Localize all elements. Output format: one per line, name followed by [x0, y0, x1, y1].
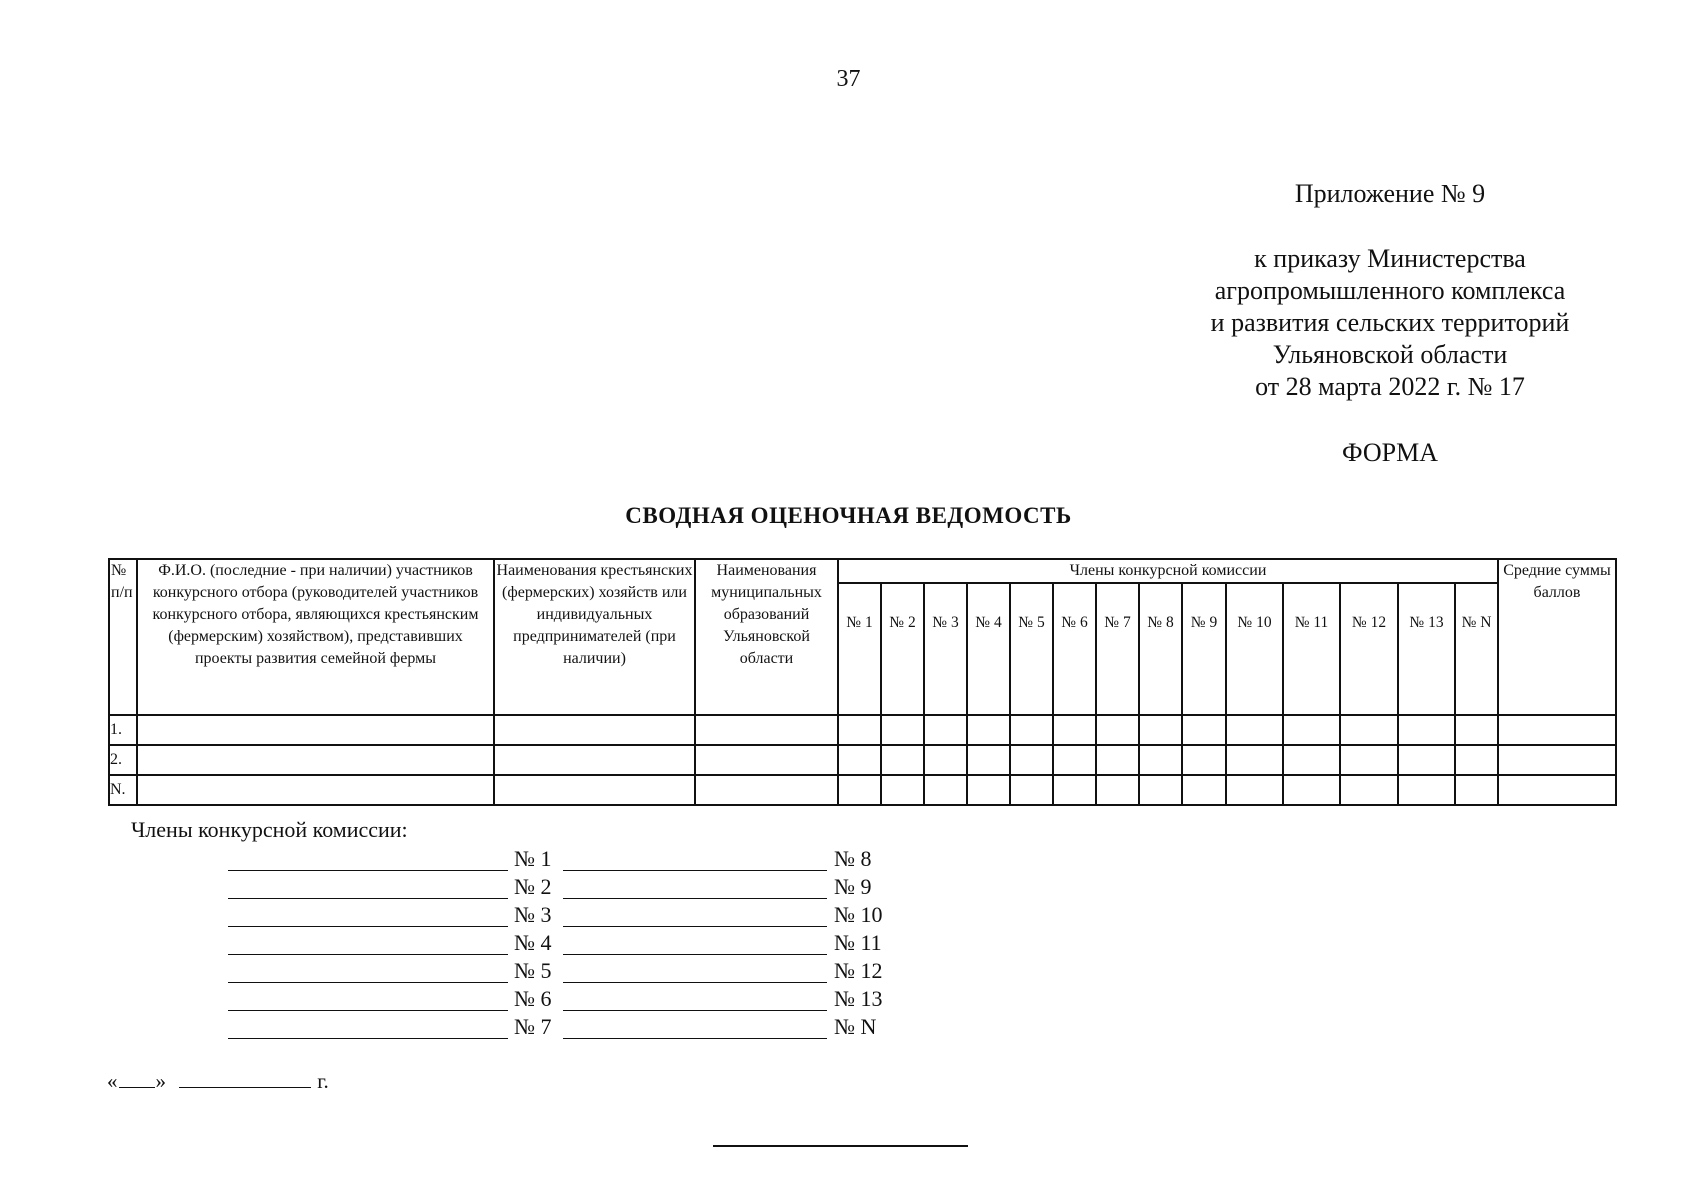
member-column-header: № 7: [1096, 583, 1139, 715]
row-number-cell: 2.: [109, 745, 137, 775]
empty-cell: [1340, 745, 1398, 775]
closing-rule: [713, 1145, 968, 1147]
empty-cell: [695, 775, 838, 805]
signature-line[interactable]: [563, 898, 827, 899]
member-column-header: № 4: [967, 583, 1010, 715]
signature-line[interactable]: [563, 1038, 827, 1039]
empty-cell: [1340, 775, 1398, 805]
signature-number: № 4: [514, 930, 552, 955]
member-column-header: № 3: [924, 583, 967, 715]
appendix-reference: [1180, 243, 1600, 403]
signature-line[interactable]: [563, 870, 827, 871]
signature-number: № 13: [834, 986, 883, 1011]
empty-cell: [1398, 745, 1455, 775]
member-column-header: № 12: [1340, 583, 1398, 715]
table-row: [109, 715, 1616, 745]
empty-cell: [1455, 745, 1498, 775]
date-line: [107, 1069, 329, 1094]
empty-cell: [494, 715, 695, 745]
header-participant-name: Ф.И.О. (последние - при наличии) участников конкурсного отбора (руководителей участников конкурсного отбора, являющихся крестьянским (фермерским) хозяйством), представивших проекты развития семейной фермы: [137, 559, 494, 715]
empty-cell: [924, 775, 967, 805]
month-blank[interactable]: [179, 1087, 311, 1088]
empty-cell: [1182, 745, 1226, 775]
empty-cell: [1053, 715, 1096, 745]
appendix-line: и развития сельских территорий: [1210, 308, 1570, 337]
signature-line[interactable]: [563, 926, 827, 927]
signature-line[interactable]: [228, 954, 508, 955]
empty-cell: [1010, 745, 1053, 775]
empty-cell: [1139, 745, 1182, 775]
signature-number: № 9: [834, 874, 872, 899]
day-blank[interactable]: [119, 1087, 155, 1088]
empty-cell: [137, 715, 494, 745]
empty-cell: [924, 715, 967, 745]
document-title: СВОДНАЯ ОЦЕНОЧНАЯ ВЕДОМОСТЬ: [625, 503, 1072, 528]
empty-cell: [1498, 715, 1616, 745]
empty-cell: [838, 745, 881, 775]
empty-cell: [1498, 775, 1616, 805]
appendix-line: к приказу Министерства: [1254, 244, 1526, 273]
appendix-line: Ульяновской области: [1272, 340, 1508, 369]
empty-cell: [1226, 745, 1283, 775]
signature-number: № 7: [514, 1014, 552, 1039]
signature-line[interactable]: [228, 1038, 508, 1039]
signature-line[interactable]: [563, 982, 827, 983]
appendix-line: от 28 марта 2022 г. № 17: [1255, 372, 1525, 401]
empty-cell: [494, 745, 695, 775]
empty-cell: [1340, 715, 1398, 745]
table-row: [109, 745, 1616, 775]
empty-cell: [1455, 715, 1498, 745]
empty-cell: [1053, 745, 1096, 775]
form-label: ФОРМА: [1342, 438, 1438, 467]
appendix-title: Приложение № 9: [1294, 179, 1486, 208]
header-municipalities: Наименования муниципальных образований Ульяновской области: [695, 559, 838, 715]
member-column-header: № 10: [1226, 583, 1283, 715]
empty-cell: [1283, 715, 1340, 745]
signature-line[interactable]: [228, 926, 508, 927]
header-farm-names: Наименования крестьянских (фермерских) хозяйств или индивидуальных предпринимателей (при наличии): [494, 559, 695, 715]
signature-number: № 12: [834, 958, 883, 983]
member-column-header: № 6: [1053, 583, 1096, 715]
empty-cell: [1182, 715, 1226, 745]
empty-cell: [838, 775, 881, 805]
date-close-quote: »: [155, 1069, 166, 1093]
empty-cell: [881, 715, 924, 745]
signatures-label: Члены конкурсной комиссии:: [131, 817, 408, 842]
empty-cell: [1053, 775, 1096, 805]
empty-cell: [1010, 775, 1053, 805]
table-row: [109, 775, 1616, 805]
signature-line[interactable]: [563, 954, 827, 955]
empty-cell: [1498, 745, 1616, 775]
empty-cell: [1455, 775, 1498, 805]
empty-cell: [1096, 715, 1139, 745]
empty-cell: [1139, 775, 1182, 805]
header-commission-members: Члены конкурсной комиссии: [838, 559, 1498, 583]
signature-number: № N: [834, 1014, 877, 1039]
empty-cell: [1182, 775, 1226, 805]
member-column-header: № 9: [1182, 583, 1226, 715]
empty-cell: [924, 745, 967, 775]
member-column-header: № 11: [1283, 583, 1340, 715]
empty-cell: [1096, 745, 1139, 775]
empty-cell: [1139, 715, 1182, 745]
empty-cell: [1283, 745, 1340, 775]
empty-cell: [881, 745, 924, 775]
empty-cell: [1010, 715, 1053, 745]
empty-cell: [137, 775, 494, 805]
empty-cell: [137, 745, 494, 775]
empty-cell: [967, 775, 1010, 805]
row-number-cell: 1.: [109, 715, 137, 745]
empty-cell: [695, 715, 838, 745]
empty-cell: [1226, 775, 1283, 805]
member-column-header: № N: [1455, 583, 1498, 715]
empty-cell: [967, 715, 1010, 745]
signature-number: № 2: [514, 874, 552, 899]
signature-line[interactable]: [563, 1010, 827, 1011]
member-column-header: № 2: [881, 583, 924, 715]
signature-number: № 5: [514, 958, 552, 983]
empty-cell: [494, 775, 695, 805]
empty-cell: [1398, 715, 1455, 745]
year-suffix: г.: [317, 1069, 329, 1093]
empty-cell: [1096, 775, 1139, 805]
signature-number: № 10: [834, 902, 883, 927]
signature-line[interactable]: [228, 870, 508, 871]
header-row-number: № п/п: [109, 559, 137, 715]
signature-number: № 11: [834, 930, 882, 955]
member-column-header: № 1: [838, 583, 881, 715]
empty-cell: [695, 745, 838, 775]
header-average-score: Средние суммы баллов: [1498, 559, 1616, 715]
signature-number: № 8: [834, 846, 872, 871]
page-number: 37: [836, 66, 861, 92]
signature-line[interactable]: [228, 898, 508, 899]
signature-line[interactable]: [228, 1010, 508, 1011]
signature-number: № 3: [514, 902, 552, 927]
appendix-line: агропромышленного комплекса: [1214, 276, 1566, 305]
empty-cell: [1226, 715, 1283, 745]
empty-cell: [881, 775, 924, 805]
empty-cell: [1283, 775, 1340, 805]
member-column-header: № 8: [1139, 583, 1182, 715]
row-number-cell: N.: [109, 775, 137, 805]
signature-number: № 1: [514, 846, 552, 871]
empty-cell: [1398, 775, 1455, 805]
member-column-header: № 5: [1010, 583, 1053, 715]
signature-line[interactable]: [228, 982, 508, 983]
signature-number: № 6: [514, 986, 552, 1011]
date-open-quote: «: [107, 1069, 118, 1093]
empty-cell: [838, 715, 881, 745]
member-column-header: № 13: [1398, 583, 1455, 715]
assessment-table: [108, 558, 1617, 806]
empty-cell: [967, 745, 1010, 775]
